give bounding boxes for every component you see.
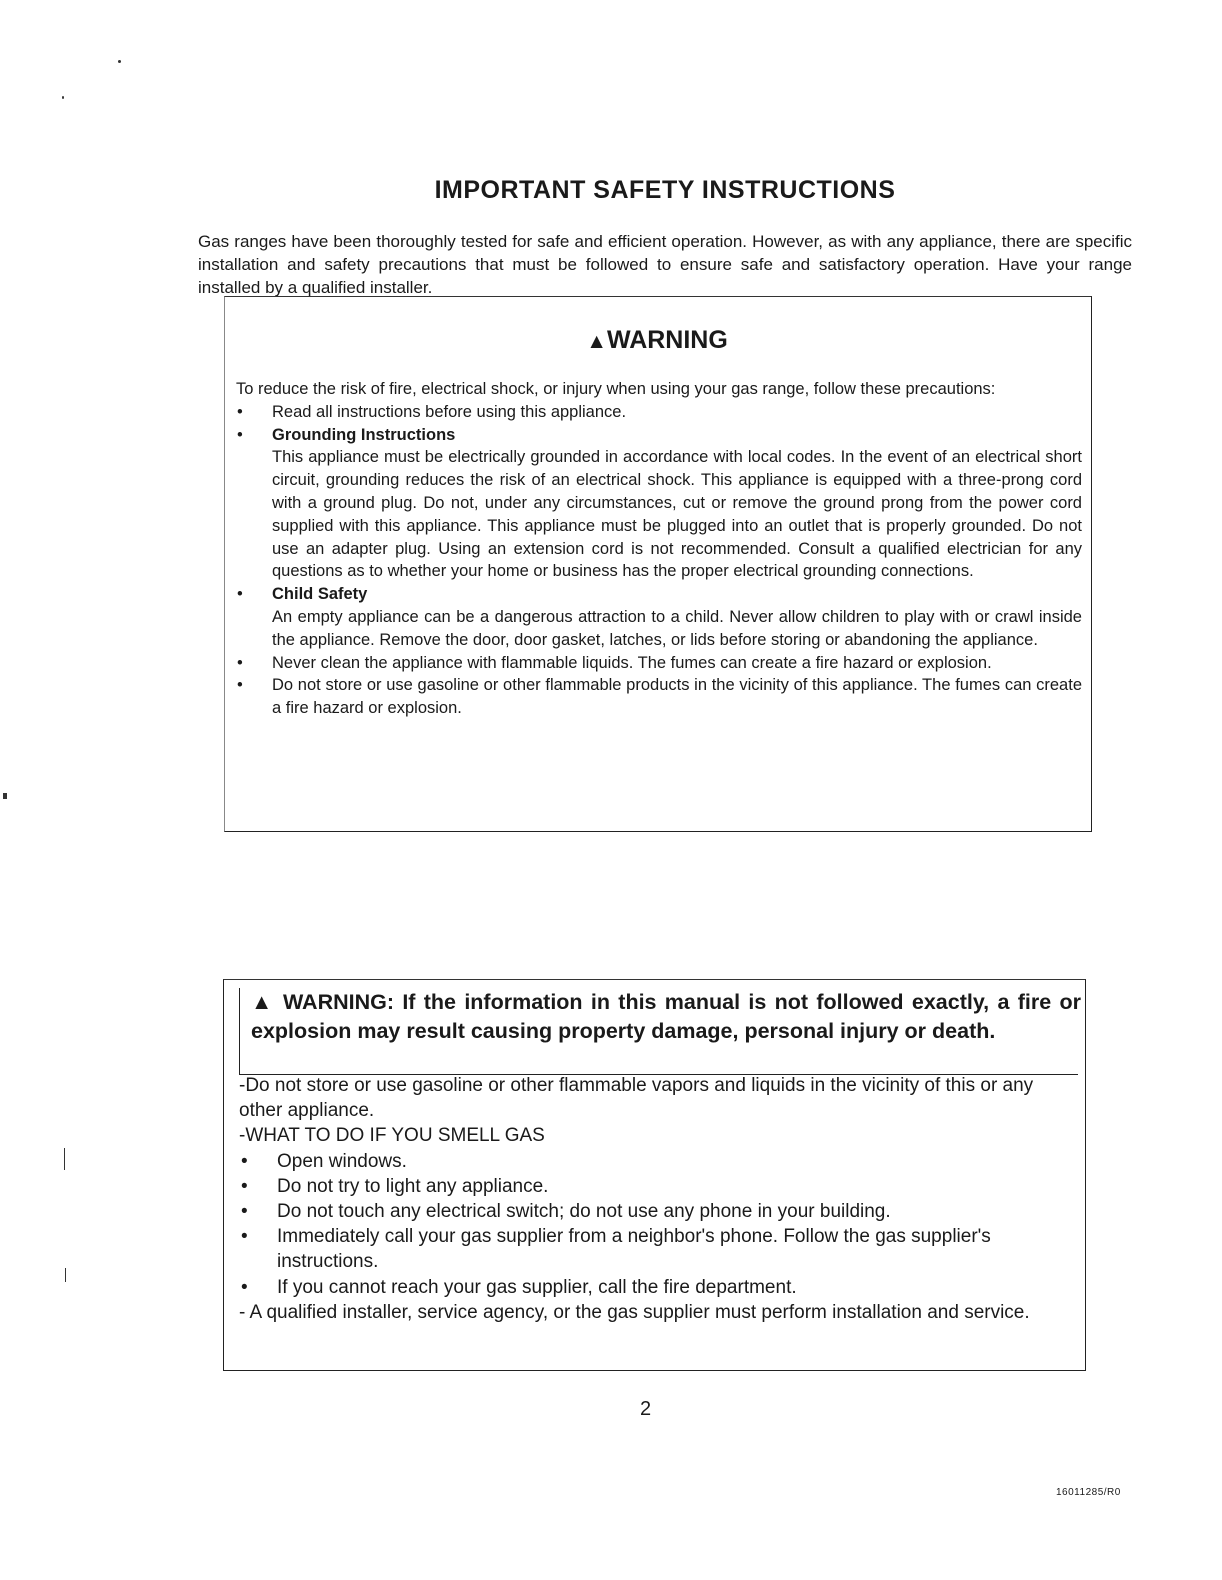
child-safety-text: An empty appliance can be a dangerous attraction to a child. Never allow children to play with or crawl inside the appliance. Remove the door, door gasket, latches, or lids before storing or abandoning the appliance. bbox=[272, 607, 1082, 649]
list-item bbox=[236, 583, 1082, 651]
warning-box-body bbox=[236, 378, 1082, 720]
bullet-icon: • bbox=[237, 653, 243, 672]
scan-speck bbox=[64, 1148, 65, 1170]
list-item bbox=[239, 1224, 1079, 1274]
list-item bbox=[239, 1149, 1079, 1174]
smell-gas-step: If you cannot reach your gas supplier, call the fire department. bbox=[277, 1276, 797, 1298]
precautions-list bbox=[236, 401, 1082, 720]
bullet-icon: • bbox=[237, 676, 243, 695]
list-item bbox=[239, 1174, 1079, 1199]
gas-warning-footer: - A qualified installer, service agency, or the gas supplier must perform installation and service. bbox=[239, 1301, 1030, 1323]
warning-lead-text: To reduce the risk of fire, electrical shock, or injury when using your gas range, follow these precautions: bbox=[236, 380, 996, 398]
list-item bbox=[239, 1199, 1079, 1224]
list-item bbox=[239, 1275, 1079, 1300]
bullet-icon: • bbox=[241, 1226, 248, 1248]
precaution-text: Never clean the appliance with flammable liquids. The fumes can create a fire hazard or explosion. bbox=[272, 653, 992, 672]
gas-warning-body bbox=[239, 1073, 1079, 1325]
bullet-icon: • bbox=[241, 1276, 248, 1298]
warning-triangle-icon: ▲ bbox=[586, 330, 607, 353]
warning-triangle-icon: ▲ bbox=[251, 990, 275, 1014]
document-number: 16011285/R0 bbox=[1056, 1487, 1121, 1498]
list-item bbox=[236, 401, 1082, 424]
grounding-heading: Grounding Instructions bbox=[272, 425, 456, 444]
bullet-icon: • bbox=[237, 585, 243, 604]
bullet-icon: • bbox=[241, 1150, 248, 1172]
list-item bbox=[236, 424, 1082, 584]
warning-heading bbox=[224, 326, 1090, 355]
page-number: 2 bbox=[640, 1398, 652, 1420]
smell-gas-step: Do not touch any electrical switch; do not use any phone in your building. bbox=[277, 1201, 891, 1223]
grounding-text: This appliance must be electrically grounded in accordance with local codes. In the event of an electrical short circuit, grounding reduces the risk of an electrical shock. This appliance is equipped with a three-prong cord with a ground plug. Do not, under any circumstances, cut or remove the ground prong from the power cord supplied with this appliance. This appliance must be plugged into an outlet that is properly grounded. Do not use an adapter plug. Using an extension cord is not recommended. Consult a qualified electrician for any questions as to whether your home or business has the proper electrical grounding connections. bbox=[272, 448, 1082, 581]
smell-gas-step: Immediately call your gas supplier from a neighbor's phone. Follow the gas supplier's instructions. bbox=[277, 1226, 991, 1273]
warning-heading-text: WARNING bbox=[606, 326, 728, 354]
smell-gas-step: Open windows. bbox=[277, 1150, 407, 1172]
scan-speck bbox=[62, 96, 64, 99]
gas-warning-heading-text: WARNING: If the information in this manual is not followed exactly, a fire or explosion may result causing property damage, personal injury or death. bbox=[251, 990, 1081, 1043]
bullet-icon: • bbox=[241, 1175, 248, 1197]
scan-speck bbox=[65, 1268, 66, 1282]
bullet-icon: • bbox=[241, 1201, 248, 1223]
precaution-text: Read all instructions before using this appliance. bbox=[272, 402, 627, 421]
page-title: IMPORTANT SAFETY INSTRUCTIONS bbox=[434, 176, 896, 204]
list-item bbox=[236, 652, 1082, 675]
smell-gas-step: Do not try to light any appliance. bbox=[277, 1175, 549, 1197]
bullet-icon: • bbox=[237, 402, 243, 421]
scan-speck bbox=[118, 60, 121, 63]
scan-speck bbox=[3, 793, 7, 799]
bullet-icon: • bbox=[237, 425, 243, 444]
intro-paragraph: Gas ranges have been thoroughly tested for safe and efficient operation. However, as with any appliance, there are specific installation and safety precautions that must be followed to ensure safe and satisfactory operation. Have your range installed by a qualified installer. bbox=[198, 232, 1132, 297]
smell-gas-subheading: -WHAT TO DO IF YOU SMELL GAS bbox=[239, 1125, 545, 1147]
precaution-text: Do not store or use gasoline or other flammable products in the vicinity of this appliance. The fumes can create a fire hazard or explosion. bbox=[272, 676, 1082, 718]
smell-gas-list bbox=[239, 1149, 1079, 1300]
list-item bbox=[236, 674, 1082, 720]
child-safety-heading: Child Safety bbox=[272, 585, 368, 604]
gas-warning-heading bbox=[251, 988, 1081, 1046]
gas-warning-line: -Do not store or use gasoline or other flammable vapors and liquids in the vicinity of this or any other appliance. bbox=[239, 1075, 1034, 1122]
